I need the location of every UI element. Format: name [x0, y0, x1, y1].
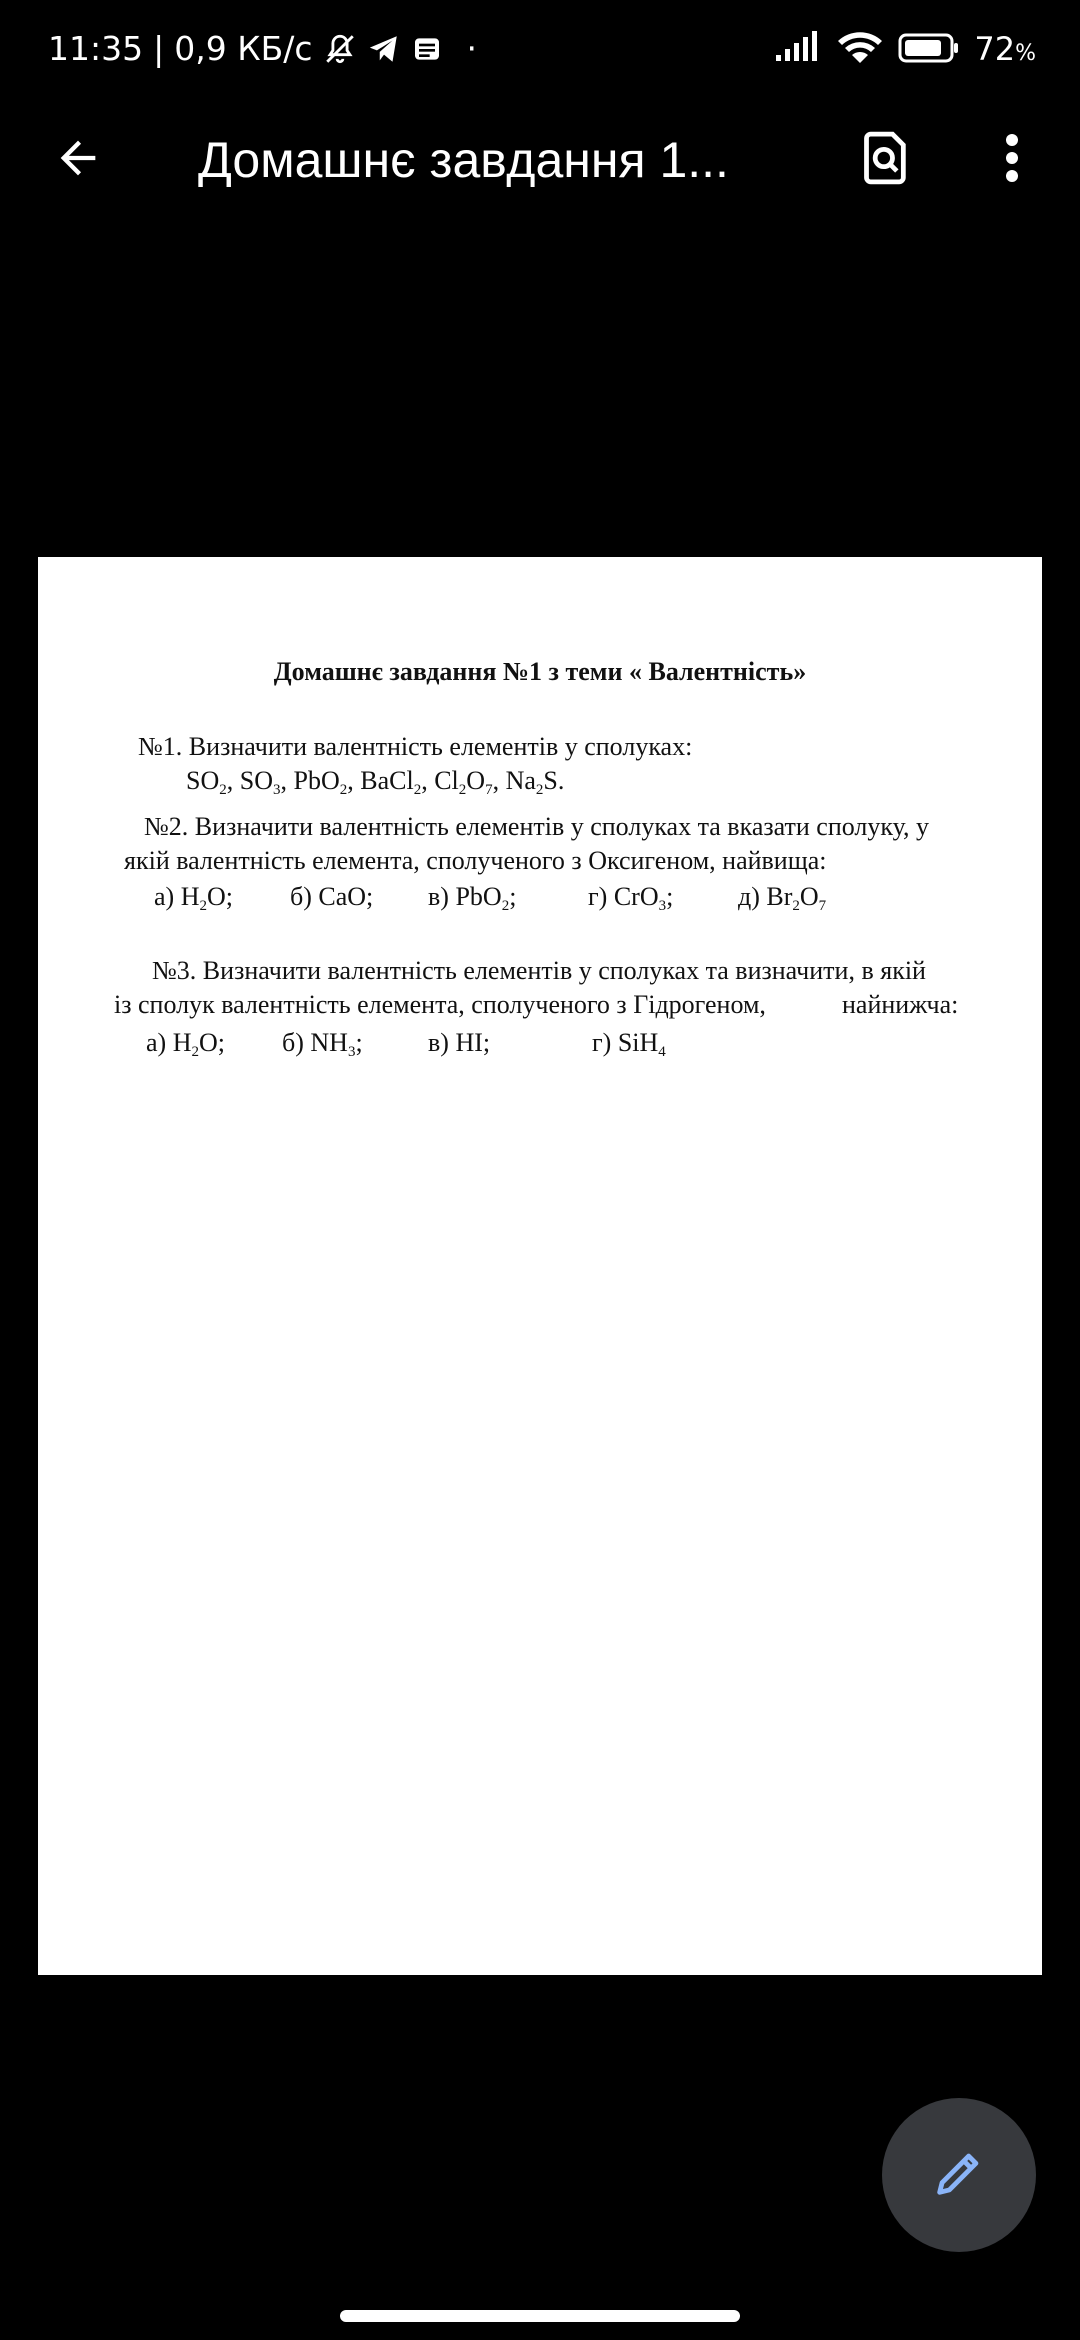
document-search-icon [860, 129, 912, 192]
back-button[interactable] [46, 128, 110, 192]
option-formula: $H_2$ [172, 1028, 199, 1060]
option-formula: ; [666, 882, 674, 911]
option-formula: $Br_2$ [766, 882, 800, 914]
formula-part: S. [543, 766, 565, 795]
option-label: а) [146, 1028, 173, 1057]
formula-part: $Na_2$ [505, 766, 544, 798]
document-page[interactable] [38, 557, 1042, 1975]
homework-title: Домашнє завдання №1 з теми « Валентність» [273, 657, 807, 686]
task2-text-line2: якій валентність елемента, сполученого з Оксигеном, найвища: [124, 846, 827, 875]
pencil-icon [930, 2144, 988, 2207]
task2-text-line1: №2. Визначити валентність елементів у сполуках та вказати сполуку, у [144, 812, 930, 841]
home-indicator[interactable] [340, 2310, 740, 2322]
option-formula: O; [198, 1028, 225, 1057]
task3-text-line1: №3. Визначити валентність елементів у сполуках та визначити, в якій [152, 956, 926, 985]
status-time: 11:35 [48, 29, 144, 68]
answer-option [738, 880, 826, 914]
option-formula: ; [509, 882, 517, 911]
option-label: б) [290, 882, 319, 911]
edit-fab-button[interactable] [882, 2098, 1036, 2252]
option-formula: PbO$_2$ [455, 882, 510, 914]
task3-text-line2: із сполук валентність елемента, сполученого з Гідрогеном, [114, 990, 766, 1019]
option-label: д) [738, 882, 767, 911]
answer-option [282, 1026, 363, 1060]
arrow-left-icon [52, 132, 104, 189]
formula-part: PbO$_2$ [293, 766, 348, 798]
message-icon [411, 33, 443, 65]
option-formula: SiH$_4$ [617, 1028, 666, 1060]
status-network-speed: 0,9 КБ/с [174, 29, 313, 68]
option-label: г) [588, 882, 614, 911]
option-label: б) [282, 1028, 311, 1057]
option-formula: ; [355, 1028, 363, 1057]
answer-option [428, 1026, 490, 1060]
app-bar [0, 110, 1080, 210]
answer-option [290, 880, 373, 914]
wifi-icon [836, 30, 884, 74]
status-right [774, 28, 1036, 75]
formula-part: $SO_3$ [239, 766, 281, 798]
status-left [48, 28, 477, 70]
answer-option [428, 880, 516, 914]
formula-part: $SO_2$ [186, 766, 227, 798]
option-label: в) [428, 1028, 456, 1057]
option-formula: O; [206, 882, 233, 911]
telegram-icon [367, 32, 401, 66]
answer-option [588, 880, 673, 914]
option-formula: $H_2$ [180, 882, 207, 914]
formula-part: BaCl$_2$ [360, 766, 422, 798]
answer-option [154, 880, 233, 914]
formula-part: $Cl_2$ [434, 766, 467, 798]
status-separator: | [153, 29, 165, 68]
formula-part: $O_7$ [466, 766, 493, 798]
answer-option [146, 1026, 225, 1060]
task1-text: №1. Визначити валентність елементів у сполуках: [138, 732, 693, 761]
task1-formulas: $SO_2$, $SO_3$, PbO$_2$, BaCl$_2$, $Cl_2O_7$, $Na_2S$. [186, 766, 565, 798]
status-dot: · [466, 29, 478, 68]
option-formula: $O_7$ [799, 882, 827, 914]
more-vert-icon [1004, 132, 1020, 189]
option-formula: $NH_3$ [310, 1028, 356, 1060]
answer-option [592, 1026, 666, 1060]
option-label: г) [592, 1028, 618, 1057]
option-formula: HI; [455, 1028, 491, 1057]
more-options-button[interactable] [986, 128, 1038, 192]
option-label: в) [428, 882, 456, 911]
status-bar [0, 0, 1080, 100]
bell-off-icon [323, 32, 357, 66]
task3-text-line2-end: найнижча: [842, 990, 959, 1019]
option-formula: CrO$_3$ [613, 882, 667, 914]
battery-icon [898, 31, 960, 73]
search-in-document-button[interactable] [854, 128, 918, 192]
option-formula: CaO; [318, 882, 374, 911]
battery-percent: 72% [974, 30, 1036, 68]
option-label: а) [154, 882, 181, 911]
signal-icon [774, 31, 822, 73]
document-title: Домашнє завдання 1... [198, 132, 729, 188]
